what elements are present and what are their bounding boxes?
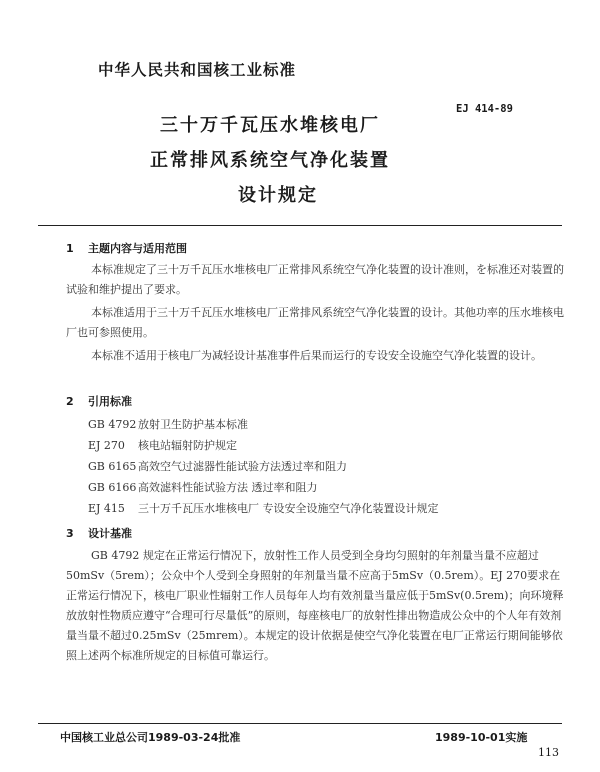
section-number: 2 xyxy=(66,395,74,408)
section-title: 引用标准 xyxy=(88,395,132,408)
section-3-paragraph-1: GB 4792 规定在正常运行情况下，放射性工作人员受到全身均匀照射的年剂量当量不应超过50mSv（5rem）；公众中个人受到全身照射的年剂量当量不应高于5mSv（0.5rem）。EJ 270要求在正常运行情况下，核电厂职业性辐射工作人员每年人均有效剂量当量应低于5mSv(0.5rem)；向环境释放放射性物质应遵守“合理可行尽量低”的原则，每座核电厂的放射性排出物造成公众中的个人年有效剂量当量不超过0.25mSv（25mrem）。本规定的设计依据是使空气净化装置在电厂正常运行期间能够依照上述两个标准所规定的目标值可靠运行。 xyxy=(66,549,564,662)
approval-date: 中国核工业总公司1989-03-24批准 xyxy=(60,731,241,744)
reference-title: 核电站辐射防护规定 xyxy=(138,439,237,452)
reference-item xyxy=(88,477,558,498)
section-1-paragraph-1: 本标准规定了三十万千瓦压水堆核电厂正常排风系统空气净化装置的设计准则，を标准还对装置的试验和维护提出了要求。 xyxy=(66,263,564,296)
standard-number: EJ 414-89 xyxy=(456,103,513,115)
reference-title: 高效空气过滤器性能试验方法透过率和阻力 xyxy=(138,460,347,473)
section-2-heading xyxy=(66,393,132,409)
reference-item xyxy=(88,498,558,519)
reference-code: GB 6166 xyxy=(88,481,137,494)
section-number: 3 xyxy=(66,527,74,540)
section-1-heading xyxy=(66,240,187,256)
title-line-2: 正常排风系统空气净化装置 xyxy=(150,150,390,171)
section-3-heading xyxy=(66,525,132,541)
reference-code: GB 4792 xyxy=(88,418,137,431)
section-1-paragraph-3: 本标准不适用于核电厂为减轻设计基准事件后果而运行的专设安全设施空气净化装置的设计。 xyxy=(91,349,542,362)
section-number: 1 xyxy=(66,242,74,255)
page-number: 113 xyxy=(538,746,559,759)
reference-title: 三十万千瓦压水堆核电厂 专设安全设施空气净化装置设计规定 xyxy=(138,502,439,515)
top-divider xyxy=(38,225,562,226)
bottom-divider xyxy=(38,723,562,724)
title-line-3: 设计规定 xyxy=(238,185,318,206)
issuer-header: 中华人民共和国核工业标准 xyxy=(98,61,297,79)
reference-code: GB 6165 xyxy=(88,460,137,473)
reference-title: 放射卫生防护基本标准 xyxy=(138,418,248,431)
section-title: 设计基准 xyxy=(88,527,132,540)
section-1-paragraph-2: 本标准适用于三十万千瓦压水堆核电厂正常排风系统空气净化装置的设计。其他功率的压水堆核电厂也可参照使用。 xyxy=(66,306,564,339)
reference-item xyxy=(88,414,558,435)
reference-code: EJ 415 xyxy=(88,502,125,515)
section-title: 主题内容与适用范围 xyxy=(88,242,187,255)
title-line-1: 三十万千瓦压水堆核电厂 xyxy=(160,115,380,136)
reference-item xyxy=(88,435,558,456)
reference-title: 高效滤料性能试验方法 透过率和阻力 xyxy=(138,481,318,494)
reference-code: EJ 270 xyxy=(88,439,125,452)
reference-list xyxy=(88,414,558,519)
reference-item xyxy=(88,456,558,477)
implementation-date: 1989-10-01实施 xyxy=(435,731,528,744)
